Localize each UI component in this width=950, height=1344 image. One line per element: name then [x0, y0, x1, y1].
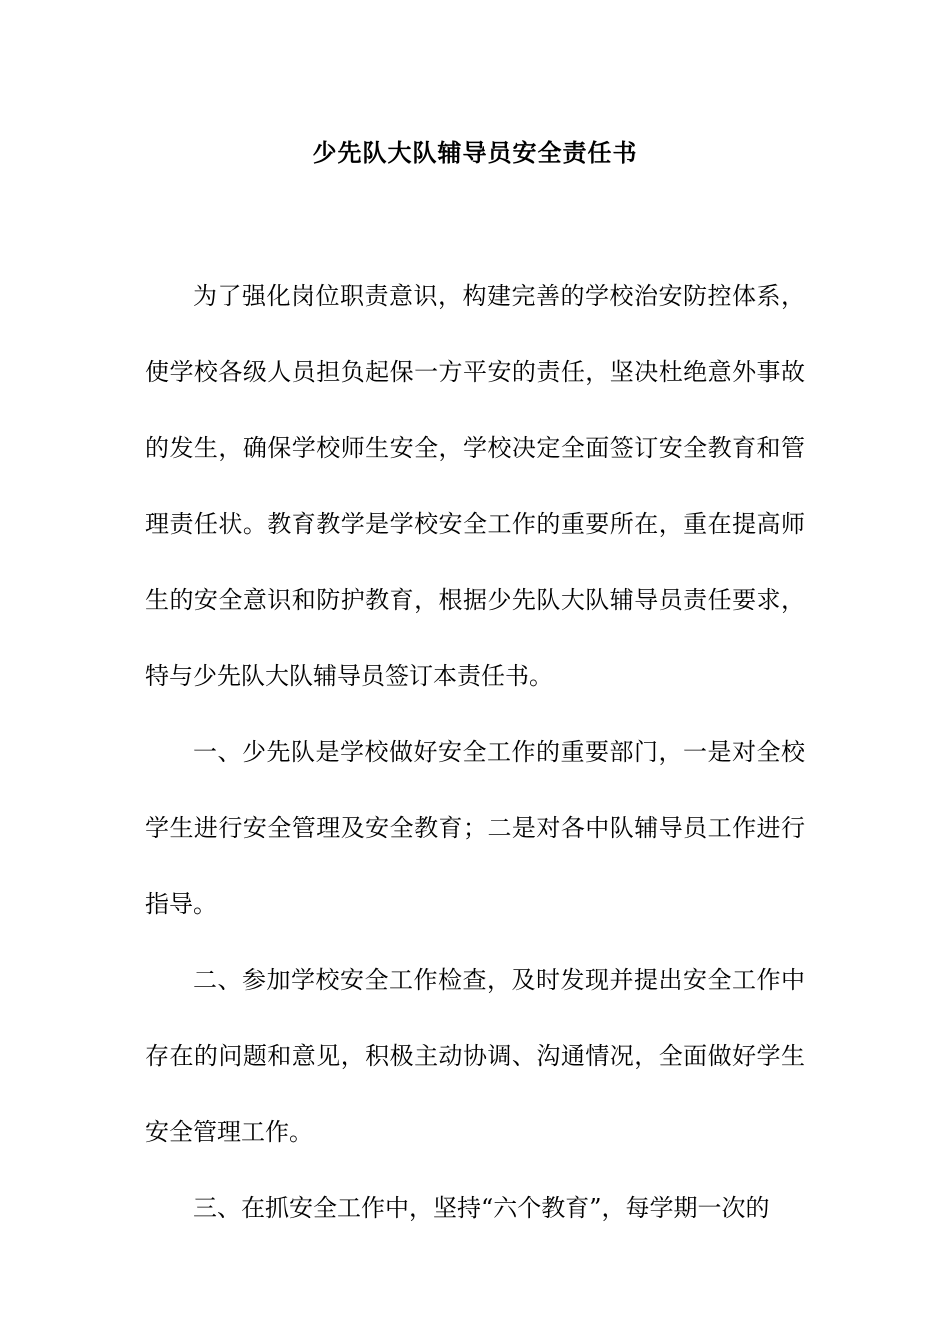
paragraph-item-3: 三、在抓安全工作中，坚持“六个教育”，每学期一次的 [193, 1194, 770, 1222]
paragraph-intro: 为了强化岗位职责意识，构建完善的学校治安防控体系，使学校各级人员担负起保一方平安的责任，坚决杜绝意外事故的发生，确保学校师生安全，学校决定全面签订安全教育和管理责任状。教育教学是学校安全工作的重要所在，重在提高师生的安全意识和防护教育，根据少先队大队辅导员责任要求，特与少先队大队辅导员签订本责任书。 [145, 282, 805, 690]
paragraph-item-2: 二、参加学校安全工作检查，及时发现并提出安全工作中存在的问题和意见，积极主动协调、沟通情况，全面做好学生安全管理工作。 [145, 966, 805, 1146]
document-body [145, 258, 805, 1246]
paragraph-item-1: 一、少先队是学校做好安全工作的重要部门，一是对全校学生进行安全管理及安全教育；二是对各中队辅导员工作进行指导。 [145, 738, 805, 918]
document-title: 少先队大队辅导员安全责任书 [312, 138, 638, 167]
